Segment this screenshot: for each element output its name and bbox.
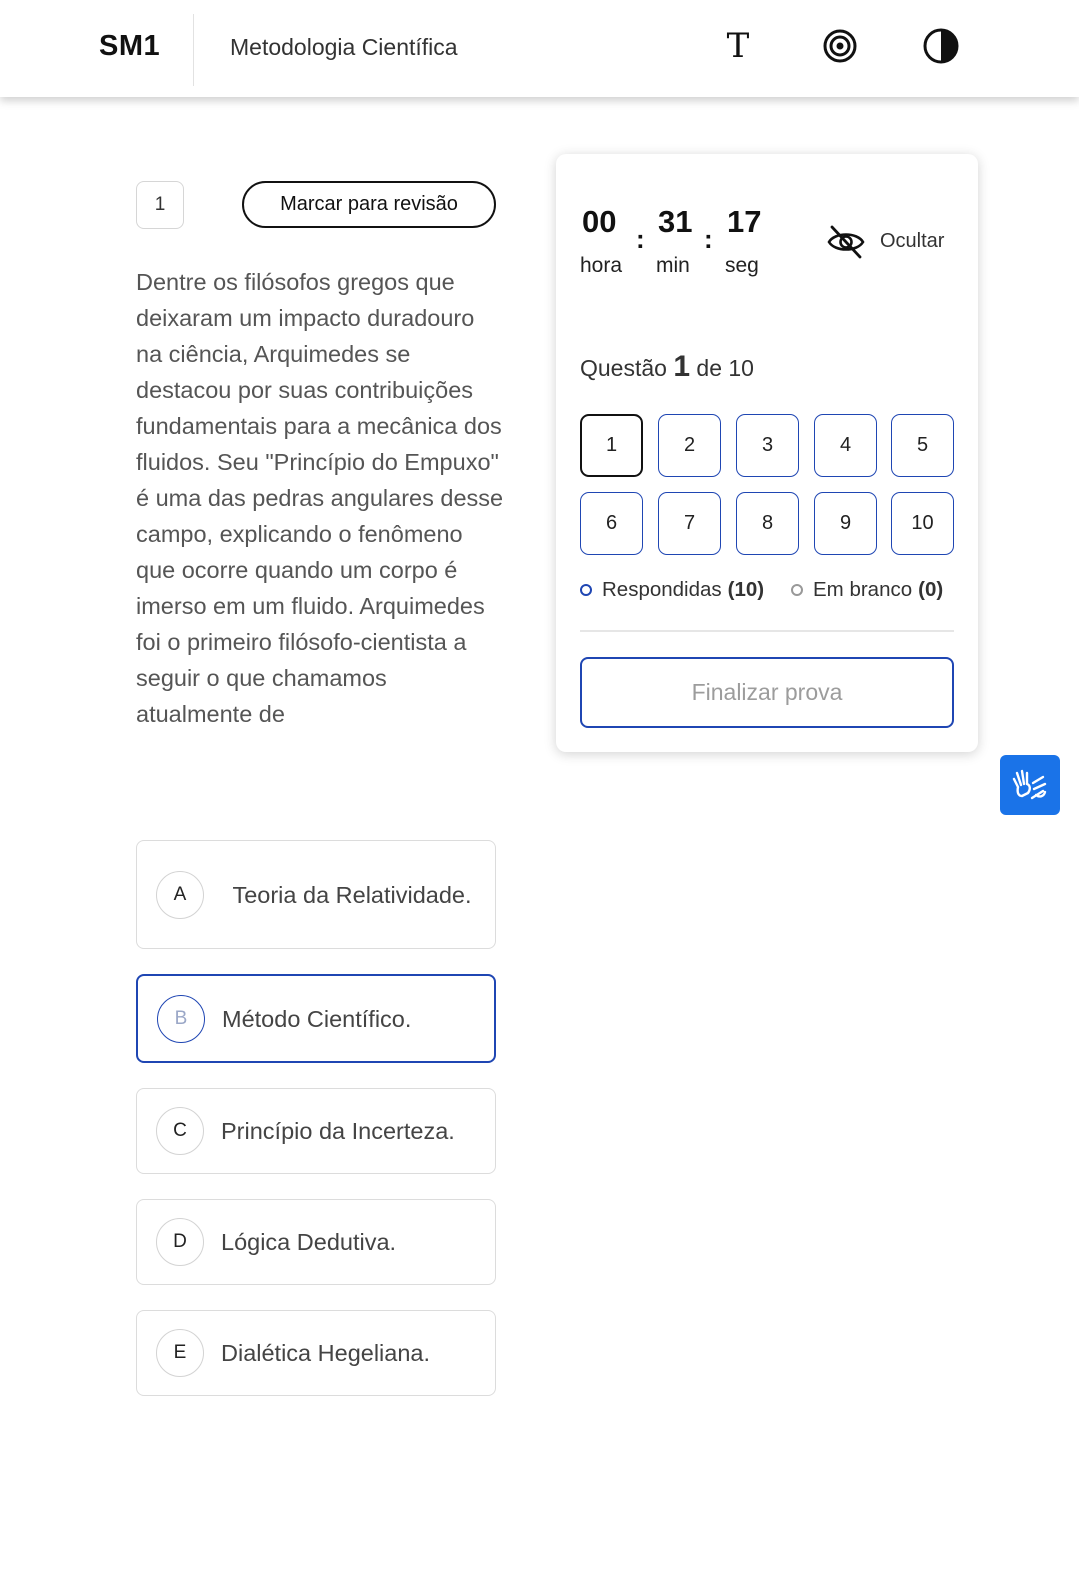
- top-header: [0, 0, 1079, 97]
- option-b[interactable]: [136, 974, 496, 1063]
- focus-mode-button[interactable]: [818, 24, 862, 68]
- question-nav-button[interactable]: 10: [891, 492, 954, 555]
- font-size-button[interactable]: [716, 24, 760, 68]
- course-title: Metodologia Científica: [230, 34, 458, 60]
- header-divider: [193, 14, 194, 86]
- timer-seconds-label: seg: [725, 254, 759, 277]
- question-nav-button[interactable]: 9: [814, 492, 877, 555]
- option-d[interactable]: [136, 1199, 496, 1285]
- libras-accessibility-button[interactable]: [1000, 755, 1060, 815]
- timer-hours-label: hora: [580, 254, 623, 277]
- hide-timer-button[interactable]: [826, 220, 966, 264]
- mark-for-review-button[interactable]: Marcar para revisão: [242, 181, 496, 228]
- legend-blank-label: Em branco: [813, 578, 913, 601]
- brand-logo[interactable]: SM1: [99, 30, 161, 62]
- option-letter: B: [157, 995, 205, 1043]
- progress-current: 1: [673, 350, 691, 383]
- progress-suffix: de 10: [696, 355, 754, 381]
- hide-timer-label: Ocultar: [880, 230, 945, 252]
- option-text: Teoria da Relatividade.: [232, 881, 472, 908]
- option-text: Lógica Dedutiva.: [221, 1229, 397, 1255]
- option-e[interactable]: [136, 1310, 496, 1396]
- question-nav-button[interactable]: 6: [580, 492, 643, 555]
- question-nav-button[interactable]: 1: [580, 414, 643, 477]
- contrast-button[interactable]: [919, 24, 963, 68]
- question-nav-button[interactable]: 7: [658, 492, 721, 555]
- eye-off-icon: [826, 222, 866, 262]
- question-nav-button[interactable]: 5: [891, 414, 954, 477]
- legend-answered: [580, 578, 764, 602]
- timer-minutes: 31: [658, 204, 693, 239]
- timer-hours: 00: [582, 204, 617, 239]
- option-letter: C: [156, 1107, 204, 1155]
- exam-side-panel: [556, 154, 978, 752]
- option-text: Método Científico.: [222, 1005, 412, 1032]
- question-number-badge: 1: [136, 181, 184, 229]
- timer-separator: :: [704, 224, 713, 254]
- legend-answered-count: (10): [727, 578, 765, 601]
- question-progress: [580, 350, 754, 384]
- option-a[interactable]: [136, 840, 496, 949]
- panel-divider: [580, 630, 954, 632]
- option-letter: E: [156, 1329, 204, 1377]
- timer-separator: :: [636, 224, 645, 254]
- answered-dot-icon: [580, 584, 592, 596]
- timer-minutes-label: min: [656, 254, 690, 277]
- option-text: Dialética Hegeliana.: [221, 1340, 431, 1366]
- progress-prefix: Questão: [580, 355, 667, 381]
- question-nav-button[interactable]: 8: [736, 492, 799, 555]
- question-nav-button[interactable]: 3: [736, 414, 799, 477]
- legend-blank-count: (0): [918, 578, 944, 601]
- option-c[interactable]: [136, 1088, 496, 1174]
- question-statement: Dentre os filósofos gregos que deixaram um impacto duradouro na ciência, Arquimedes se destacou por suas contribuições fundamentais para a mecânica dos fluidos. Seu "Princípio do Empuxo" é uma das pedras angulares desse campo, explicando o fenômeno que ocorre quando um corpo é imerso em um fluido. Arquimedes foi o primeiro filósofo-cientista a seguir o que chamamos atualmente de: [136, 269, 504, 727]
- blank-dot-icon: [791, 584, 803, 596]
- finish-exam-button[interactable]: Finalizar prova: [580, 657, 954, 728]
- option-text: Princípio da Incerteza.: [221, 1118, 455, 1144]
- timer-seconds: 17: [727, 204, 762, 239]
- contrast-icon: [922, 27, 960, 65]
- target-icon: [822, 28, 858, 64]
- legend-answered-label: Respondidas: [602, 578, 722, 601]
- question-nav-button[interactable]: 4: [814, 414, 877, 477]
- question-nav-button[interactable]: 2: [658, 414, 721, 477]
- option-letter: D: [156, 1218, 204, 1266]
- sign-language-hands-icon: [1010, 765, 1050, 805]
- font-size-icon: T: [726, 26, 750, 66]
- option-letter: A: [156, 871, 204, 919]
- legend-blank: [791, 578, 943, 602]
